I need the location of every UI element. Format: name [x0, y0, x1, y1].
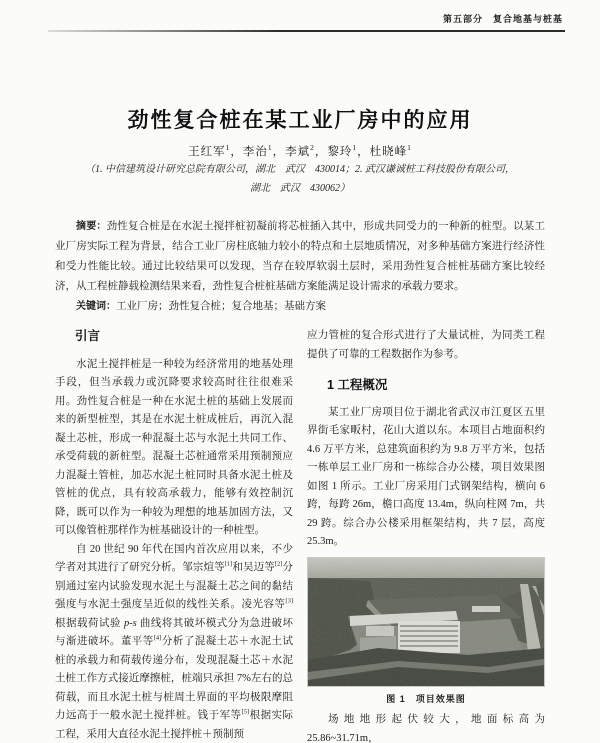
authors-line: 王红军$^1$，李治$^1$，李斌$^2$，黎玲$^1$，杜晓峰$^1$ [188, 143, 412, 158]
running-head [443, 12, 563, 25]
keywords-text: 工业厂房；劲性复合桩；复合地基；基础方案 [116, 301, 326, 312]
left-column [55, 327, 293, 743]
abstract-label: 摘要： [76, 221, 107, 232]
intro-paragraph-2: 自 20 世纪 90 年代在国内首次应用以来，不少学者对其进行了研究分析。邹宗煊等[1]和吴迈等[2]分别通过室内试验发现水泥土与混凝土芯之间的黏结强度与水泥土强度呈近似的线性关系。凌光容等[3]根据载荷试验 p-s 曲线将其破坏模式分为急进破坏与渐进破坏。董平等[4]分析了混凝土芯＋水泥土试桩的承载力和荷载传递分布，发现混凝土芯＋水泥土桩工作方式接近摩擦桩，桩端只承担 7%左右的总荷载，而且水泥土桩与桩周土界面的平均极限摩阻力远高于一般水泥土搅拌桩。钱于军等[5]根据实际工程，采用大直径水泥土搅拌桩＋预制预 [55, 543, 294, 740]
aerial-rendering-photo [307, 557, 545, 687]
section1-paragraph-2: 场地地形起伏较大，地面标高为 25.86~31.71m， [307, 714, 545, 743]
figure-1-caption: 图 1 项目效果图 [386, 693, 466, 704]
two-column-body [55, 327, 545, 743]
intro-paragraph-1: 水泥土搅拌桩是一种较为经济常用的地基处理手段，但当承载力或沉降要求较高时往往很难采用。劲性复合桩是一种在水泥土桩的基础上发展而来的新型桩型，其是在水泥土桩成桩后，再沉入混凝土芯桩，形成一种混凝土芯与水泥土共同工作、承受荷载的新桩型。混凝土芯桩通常采用预制预应力混凝土管桩，加芯水泥土桩同时具备水泥土桩及管桩的优点，具有较高承载力，能够有效控制沉降，既可以作为一种较为理想的地基加固方法，又可以像管桩那样作为桩基础设计的一种桩型。 [55, 358, 293, 536]
affiliation-line-2: 湖北 武汉 430062） [250, 183, 350, 194]
section1-heading: 1 工程概况 [327, 378, 388, 392]
keywords-line [55, 297, 545, 317]
affiliation-line-1: （1. 中信建筑设计研究总院有限公司，湖北 武汉 430014；2. 武汉谦诚桩工科技股份有限公司， [85, 164, 515, 175]
right-column [307, 327, 545, 743]
intro-continuation-paragraph: 应力管桩的复合形式进行了大量试桩，为同类工程提供了可靠的工程数据作为参考。 [307, 330, 545, 360]
section1-paragraph-1: 某工业厂房项目位于湖北省武汉市江夏区五里界街毛家畈村，花山大道以东。本项目占地面积约 4.6 万平方米，总建筑面积约为 9.8 万平方米，包括一栋单层工业厂房和一栋综合办公楼，项目效果图如图 1 所示。工业厂房采用门式钢架结构，横向 6 跨，每跨 26m，檐口高度 13.4m，纵向柱网 7m，共 29 跨。综合办公楼采用框架结构，共 7 层，高度 25.3m。 [307, 406, 545, 547]
paper-title: 劲性复合桩在某工业厂房中的应用 [127, 108, 473, 132]
keywords-label: 关键词： [76, 301, 116, 312]
intro-heading: 引言 [75, 329, 101, 343]
running-head-text: 第五部分 复合地基与桩基 [442, 14, 563, 24]
abstract-text: 劲性复合桩是在水泥土搅拌桩初凝前将芯桩插入其中，形成共同受力的一种新的桩型。以某工业厂房实际工程为背景，结合工业厂房柱底轴力较小的特点和土层地质情况，对多种基础方案进行经济性和受力性能比较。通过比较结果可以发现，当存在较厚软弱土层时，采用劲性复合桩桩基础方案比较经济，从工程桩静载检测结果来看，劲性复合桩桩基础方案能满足设计需求的承载力要求。 [55, 221, 545, 292]
abstract-paragraph [55, 217, 545, 297]
figure-1 [307, 557, 545, 709]
header-rule [48, 30, 565, 32]
